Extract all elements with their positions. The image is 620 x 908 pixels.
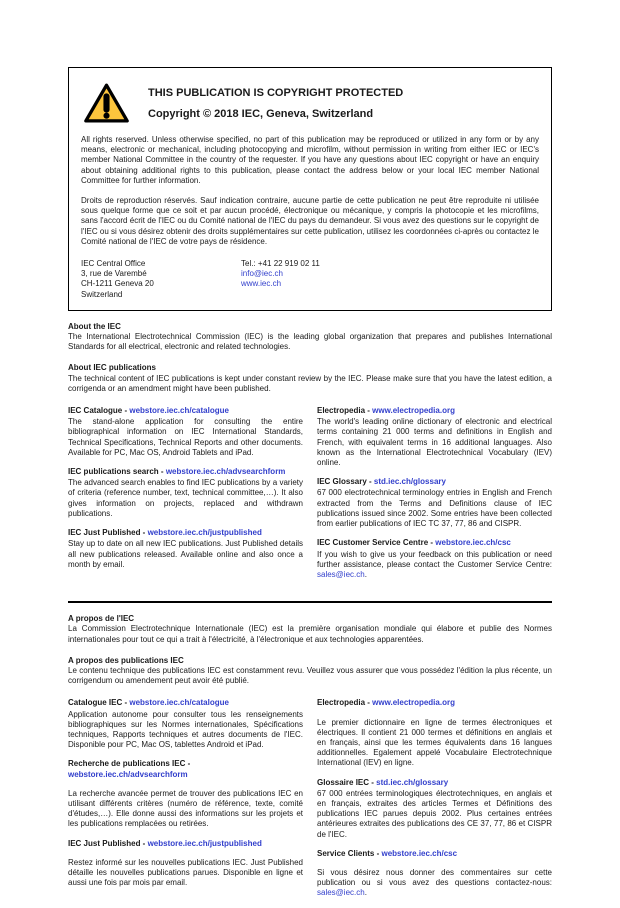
resource-body-text: . — [364, 888, 367, 898]
sales-email-link[interactable]: sales@iec.ch — [317, 569, 365, 579]
resource-title: IEC Customer Service Centre - — [317, 538, 436, 548]
copyright-title: THIS PUBLICATION IS COPYRIGHT PROTECTED — [148, 86, 404, 99]
resource-body-text: Si vous désirez nous donner des commentaires sur cette publication ou si vous avez des questions contactez-nous: — [317, 867, 552, 888]
resource-title: Service Clients - — [317, 848, 382, 858]
section-about-iec-fr — [68, 614, 552, 645]
resource-title: IEC publications search - — [68, 467, 166, 477]
resource-body: Restez informé sur les nouvelles publications IEC. Just Published détaille les nouvelles publications parues. Disponible en ligne et aussi une fois par mois par email. — [68, 857, 303, 888]
resource-link[interactable]: webstore.iec.ch/catalogue — [129, 406, 229, 416]
resource-heading — [317, 477, 552, 487]
iec-address — [81, 259, 241, 300]
copyright-box-header — [83, 82, 539, 125]
resources-columns-en — [68, 406, 552, 589]
about-pubs-heading-fr: A propos des publications IEC — [68, 655, 184, 665]
section-about-iec-en — [68, 322, 552, 353]
resource-link[interactable]: webstore.iec.ch/csc — [381, 848, 458, 858]
resource-service-clients — [317, 849, 552, 899]
resource-body — [317, 868, 552, 899]
copyright-titles — [148, 87, 403, 121]
resource-electropedia-en — [317, 406, 552, 468]
resource-title: IEC Just Published - — [68, 838, 148, 848]
about-iec-heading-fr: A propos de l'IEC — [68, 614, 135, 624]
resource-iec-publications-search — [68, 467, 303, 519]
warning-icon — [83, 82, 130, 125]
resource-body: The world's leading online dictionary of electronic and electrical terms containing 21 000 terms and definitions in English and French, with equivalent terms in 16 additional languages. Also known as the International Electrotechnical Vocabulary (IEV) online. — [317, 417, 552, 468]
address-block — [81, 259, 539, 300]
resource-iec-glossary — [317, 477, 552, 529]
resource-link[interactable]: std.iec.ch/glossary — [376, 777, 449, 787]
resources-left-column-fr — [68, 698, 303, 907]
resource-link[interactable]: webstore.iec.ch/advsearchform — [165, 467, 286, 477]
section-about-pubs-fr — [68, 656, 552, 687]
about-pubs-body-en: The technical content of IEC publications is kept under constant review by the IEC. Please make sure that you have the latest edition, a corrigenda or an amendment might have been published. — [68, 373, 552, 393]
resource-heading — [317, 698, 552, 708]
resource-title: IEC Catalogue - — [68, 406, 130, 416]
resource-body: La recherche avancée permet de trouver des publications IEC en utilisant différents critères (numéro de référence, texte, comité d'études,…). Elle donne aussi des informations sur les projets et les publications remplacées ou retirées. — [68, 788, 303, 829]
resources-columns-fr — [68, 698, 552, 907]
resource-link[interactable]: www.electropedia.org — [372, 698, 455, 708]
resource-body: Application autonome pour consulter tous les renseignements bibliographiques sur les Normes internationales, Spécifications techniques, Rapports techniques et autres documents de l'IEC. Disponible pour PC, Mac OS, tablettes Android et iPad. — [68, 709, 303, 750]
resource-heading — [68, 406, 303, 416]
resource-heading — [68, 528, 303, 538]
resource-body: Stay up to date on all new IEC publications. Just Published details all new publications released. Available online and also once a month by email. — [68, 539, 303, 569]
resource-iec-catalogue — [68, 406, 303, 458]
resource-body: 67 000 electrotechnical terminology entries in English and French extracted from the Terms and Definitions clause of IEC publications issued since 2002. Some entries have been collected from earlier publications of IEC TC 37, 77, 86 and CISPR. — [317, 488, 552, 529]
sales-email-link[interactable]: sales@iec.ch — [317, 888, 365, 898]
resource-link[interactable]: www.electropedia.org — [372, 406, 455, 416]
resource-iec-just-published-en — [68, 528, 303, 570]
resource-title: Recherche de publications IEC - — [68, 759, 191, 769]
copyright-box — [68, 67, 552, 311]
resource-body-text: . — [364, 569, 367, 579]
resource-heading — [68, 759, 303, 779]
section-divider — [68, 601, 552, 603]
copyright-notice-en: All rights reserved. Unless otherwise specified, no part of this publication may be reproduced or utilized in any form or by any means, electronic or mechanical, including photocopying and microfilm, without permission in writing from either IEC or IEC's member National Committee in the country of the requester. If you have any questions about IEC copyright or have an enquiry about obtaining additional rights to this publication, please contact the address below or your local IEC member National Committee for further information. — [81, 135, 539, 185]
resource-heading — [68, 839, 303, 849]
resources-right-column-en — [317, 406, 552, 589]
about-pubs-body-fr: Le contenu technique des publications IEC est constamment revu. Veuillez vous assurer que vous possédez l'édition la plus récente, un corrigendum ou amendement peut avoir été publié. — [68, 665, 552, 686]
resource-link[interactable]: webstore.iec.ch/catalogue — [129, 698, 229, 708]
address-line: 3, rue de Varembé — [81, 269, 147, 279]
resource-title: Electropedia - — [317, 406, 373, 416]
resource-link[interactable]: webstore.iec.ch/csc — [435, 538, 511, 548]
resource-title: Catalogue IEC - — [68, 698, 130, 708]
section-about-pubs-en — [68, 363, 552, 394]
iec-contact — [241, 259, 320, 300]
address-line: Switzerland — [81, 289, 123, 299]
resource-link[interactable]: webstore.iec.ch/justpublished — [147, 528, 262, 538]
resource-glossaire-iec — [317, 778, 552, 840]
resource-body: The stand-alone application for consulting the entire bibliographical information on IEC International Standards, Technical Specifications, Technical Reports and other documents. Available for PC, Mac OS, Android Tablets and iPad. — [68, 417, 303, 457]
resource-body — [317, 550, 552, 581]
resource-heading — [317, 849, 552, 859]
resource-link[interactable]: std.iec.ch/glossary — [373, 477, 446, 487]
resource-title: IEC Just Published - — [68, 528, 148, 538]
copyright-subtitle: Copyright © 2018 IEC, Geneva, Switzerland — [148, 107, 374, 120]
resource-heading — [317, 406, 552, 416]
resource-body: The advanced search enables to find IEC publications by a variety of criteria (reference number, text, technical committee,…). It also gives information on projects, replaced and withdrawn publications. — [68, 478, 303, 518]
resource-heading — [317, 778, 552, 788]
address-line: CH-1211 Geneva 20 — [81, 279, 154, 289]
resource-catalogue-iec — [68, 698, 303, 750]
email-link[interactable]: info@iec.ch — [241, 269, 283, 279]
resource-body: 67 000 entrées terminologiques électrotechniques, en anglais et en français, extraites des articles Termes et Définitions des publications IEC parues depuis 2002. Plus certaines entrées antérieures extraites des publications des CE 37, 77, 86 et CISPR de l'IEC. — [317, 788, 552, 839]
page-content — [68, 67, 552, 908]
resource-title: Glossaire IEC - — [317, 777, 377, 787]
resource-title: Electropedia - — [317, 698, 373, 708]
about-iec-heading-en: About the IEC — [68, 321, 121, 331]
resource-heading — [68, 698, 303, 708]
resource-link[interactable]: webstore.iec.ch/justpublished — [147, 838, 262, 848]
resource-link[interactable]: webstore.iec.ch/advsearchform — [68, 769, 188, 779]
address-line: IEC Central Office — [81, 259, 146, 269]
resources-right-column-fr — [317, 698, 552, 907]
resource-customer-service-centre — [317, 538, 552, 580]
about-iec-body-fr: La Commission Electrotechnique Internationale (IEC) est la première organisation mondiale qui élabore et publie des Normes internationales pour tout ce qui a trait à l'électricité, à l'électronique et aux technologies apparentées. — [68, 624, 552, 644]
about-pubs-heading-en: About IEC publications — [68, 363, 156, 373]
about-iec-body-en: The International Electrotechnical Commission (IEC) is the leading global organization that prepares and publishes International Standards for all electrical, electronic and related technologies. — [68, 332, 552, 352]
resources-left-column-en — [68, 406, 303, 589]
resource-body: Le premier dictionnaire en ligne de termes électroniques et électriques. Il contient 21 000 termes et définitions en anglais et en français, ainsi que les termes équivalents dans 16 langues additionnelles. Egalement appelé Vocabulaire Electrotechnique International (IEV) en ligne. — [317, 717, 552, 768]
copyright-notice-fr: Droits de reproduction réservés. Sauf indication contraire, aucune partie de cette publication ne peut être reproduite ni utilisée sous quelque forme que ce soit et par aucun procédé, électronique ou mécanique, y compris la photocopie et les microfilms, sans l'accord écrit de l'IEC ou du Comité national de l'IEC du pays du demandeur. Si vous avez des questions sur le copyright de l'IEC ou si vous désirez obtenir des droits supplémentaires sur cette publication, utilisez les coordonnées ci-après ou contactez le Comité national de l'IEC de votre pays de résidence. — [81, 196, 539, 246]
resource-title: IEC Glossary - — [317, 477, 374, 487]
resource-iec-just-published-fr — [68, 839, 303, 889]
resource-electropedia-fr — [317, 698, 552, 768]
resource-heading — [317, 538, 552, 548]
resource-recherche-publications — [68, 759, 303, 829]
website-link[interactable]: www.iec.ch — [241, 279, 282, 289]
resource-body-text: If you wish to give us your feedback on this publication or need further assistance, please contact the Customer Service Centre: — [317, 549, 552, 569]
phone-number: Tel.: +41 22 919 02 11 — [241, 259, 320, 269]
resource-heading — [68, 467, 303, 477]
